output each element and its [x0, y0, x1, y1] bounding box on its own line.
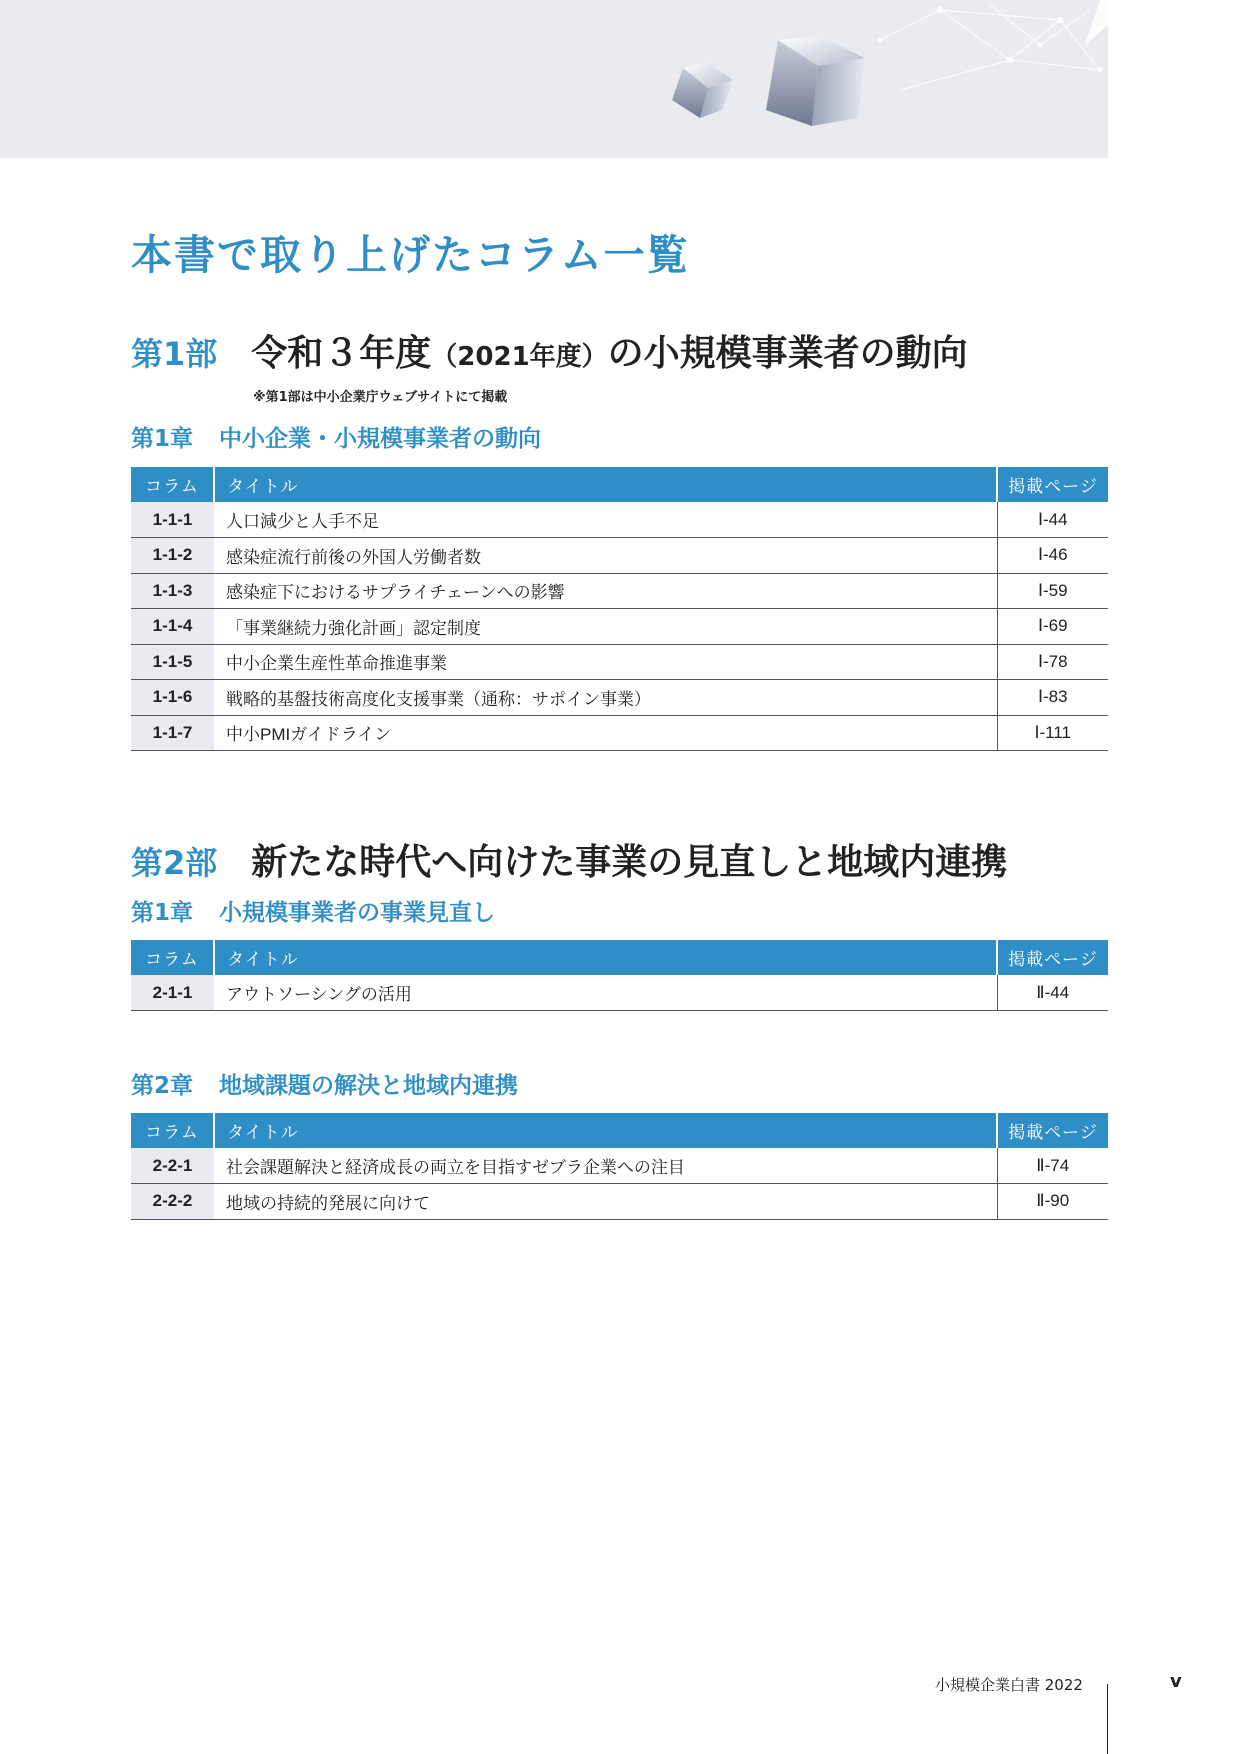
column-number: 1-1-1: [131, 502, 214, 538]
part1-chapter1-table: [131, 467, 1108, 751]
table-row: [131, 573, 1108, 609]
table-row: [131, 715, 1108, 751]
table-row: [131, 502, 1108, 538]
part2-label: 第2部: [131, 844, 218, 882]
column-number: 1-1-5: [131, 644, 214, 680]
footer-book-title: 小規模企業白書 2022: [935, 1676, 1083, 1694]
part1-chapter1-heading: [131, 420, 541, 453]
column-page: Ⅱ-74: [997, 1148, 1108, 1184]
part2-chapter1-heading: [131, 894, 495, 927]
table-header-row: [131, 467, 1108, 502]
part1-note: ※第1部は中小企業庁ウェブサイトにて掲載: [253, 390, 508, 405]
part2-chapter2-heading: [131, 1067, 518, 1100]
column-title: 戦略的基盤技術高度化支援事業（通称：サポイン事業）: [214, 680, 997, 716]
page-title: 本書で取り上げたコラム一覧: [131, 231, 690, 279]
header-num: コラム: [131, 940, 214, 975]
part2-title: 新たな時代へ向けた事業の見直しと地域内連携: [251, 842, 1008, 883]
column-page: Ⅰ-59: [997, 573, 1108, 609]
table-row: [131, 609, 1108, 645]
table-row: [131, 680, 1108, 716]
column-number: 1-1-2: [131, 538, 214, 574]
column-number: 2-2-1: [131, 1148, 214, 1184]
part1-title-a: 令和３年度: [251, 333, 432, 374]
column-title: 「事業継続力強化計画」認定制度: [214, 609, 997, 645]
chapter-label: 第1章: [131, 426, 194, 452]
column-page: Ⅰ-78: [997, 644, 1108, 680]
table-row: [131, 538, 1108, 574]
column-title: 中小企業生産性革命推進事業: [214, 644, 997, 680]
chapter-label: 第2章: [131, 1073, 194, 1099]
header-title: タイトル: [214, 467, 997, 502]
part2-heading: [131, 834, 1007, 885]
chapter-title: 中小企業・小規模事業者の動向: [219, 426, 542, 452]
chapter-label: 第1章: [131, 900, 194, 926]
column-title: 中小PMIガイドライン: [214, 715, 997, 751]
column-title: 地域の持続的発展に向けて: [214, 1184, 997, 1220]
column-number: 1-1-7: [131, 715, 214, 751]
footer-page-number: v: [1170, 1671, 1182, 1692]
column-number: 1-1-3: [131, 573, 214, 609]
part1-label: 第1部: [131, 335, 218, 373]
table-header-row: [131, 1113, 1108, 1148]
footer-divider: [1107, 1684, 1108, 1754]
chapter-title: 小規模事業者の事業見直し: [219, 900, 496, 926]
table-row: [131, 1148, 1108, 1184]
column-title: アウトソーシングの活用: [214, 975, 997, 1011]
column-number: 2-2-2: [131, 1184, 214, 1220]
column-title: 社会課題解決と経済成長の両立を目指すゼブラ企業への注目: [214, 1148, 997, 1184]
part1-title-c: の小規模事業者の動向: [607, 333, 968, 374]
table-row: [131, 975, 1108, 1011]
column-page: Ⅰ-69: [997, 609, 1108, 645]
table-row: [131, 644, 1108, 680]
part1-heading: [131, 325, 968, 376]
column-title: 感染症流行前後の外国人労働者数: [214, 538, 997, 574]
column-number: 1-1-4: [131, 609, 214, 645]
table-row: [131, 1184, 1108, 1220]
header-num: コラム: [131, 1113, 214, 1148]
column-page: Ⅰ-83: [997, 680, 1108, 716]
header-page: 掲載ページ: [997, 467, 1108, 502]
header-band: [0, 0, 1108, 158]
header-page: 掲載ページ: [997, 1113, 1108, 1148]
table-header-row: [131, 940, 1108, 975]
part2-chapter1-table: [131, 940, 1108, 1011]
header-num: コラム: [131, 467, 214, 502]
cubes-network-icon: [0, 0, 1108, 158]
column-page: Ⅱ-90: [997, 1184, 1108, 1220]
header-title: タイトル: [214, 1113, 997, 1148]
part1-title: [251, 333, 967, 374]
column-page: Ⅰ-46: [997, 538, 1108, 574]
header-page: 掲載ページ: [997, 940, 1108, 975]
header-title: タイトル: [214, 940, 997, 975]
column-number: 1-1-6: [131, 680, 214, 716]
column-number: 2-1-1: [131, 975, 214, 1011]
column-page: Ⅰ-44: [997, 502, 1108, 538]
column-page: Ⅱ-44: [997, 975, 1108, 1011]
chapter-title: 地域課題の解決と地域内連携: [219, 1073, 519, 1099]
column-page: Ⅰ-111: [997, 715, 1108, 751]
column-title: 人口減少と人手不足: [214, 502, 997, 538]
part2-chapter2-table: [131, 1113, 1108, 1220]
column-title: 感染症下におけるサプライチェーンへの影響: [214, 573, 997, 609]
part1-title-b: （2021年度）: [431, 342, 608, 372]
